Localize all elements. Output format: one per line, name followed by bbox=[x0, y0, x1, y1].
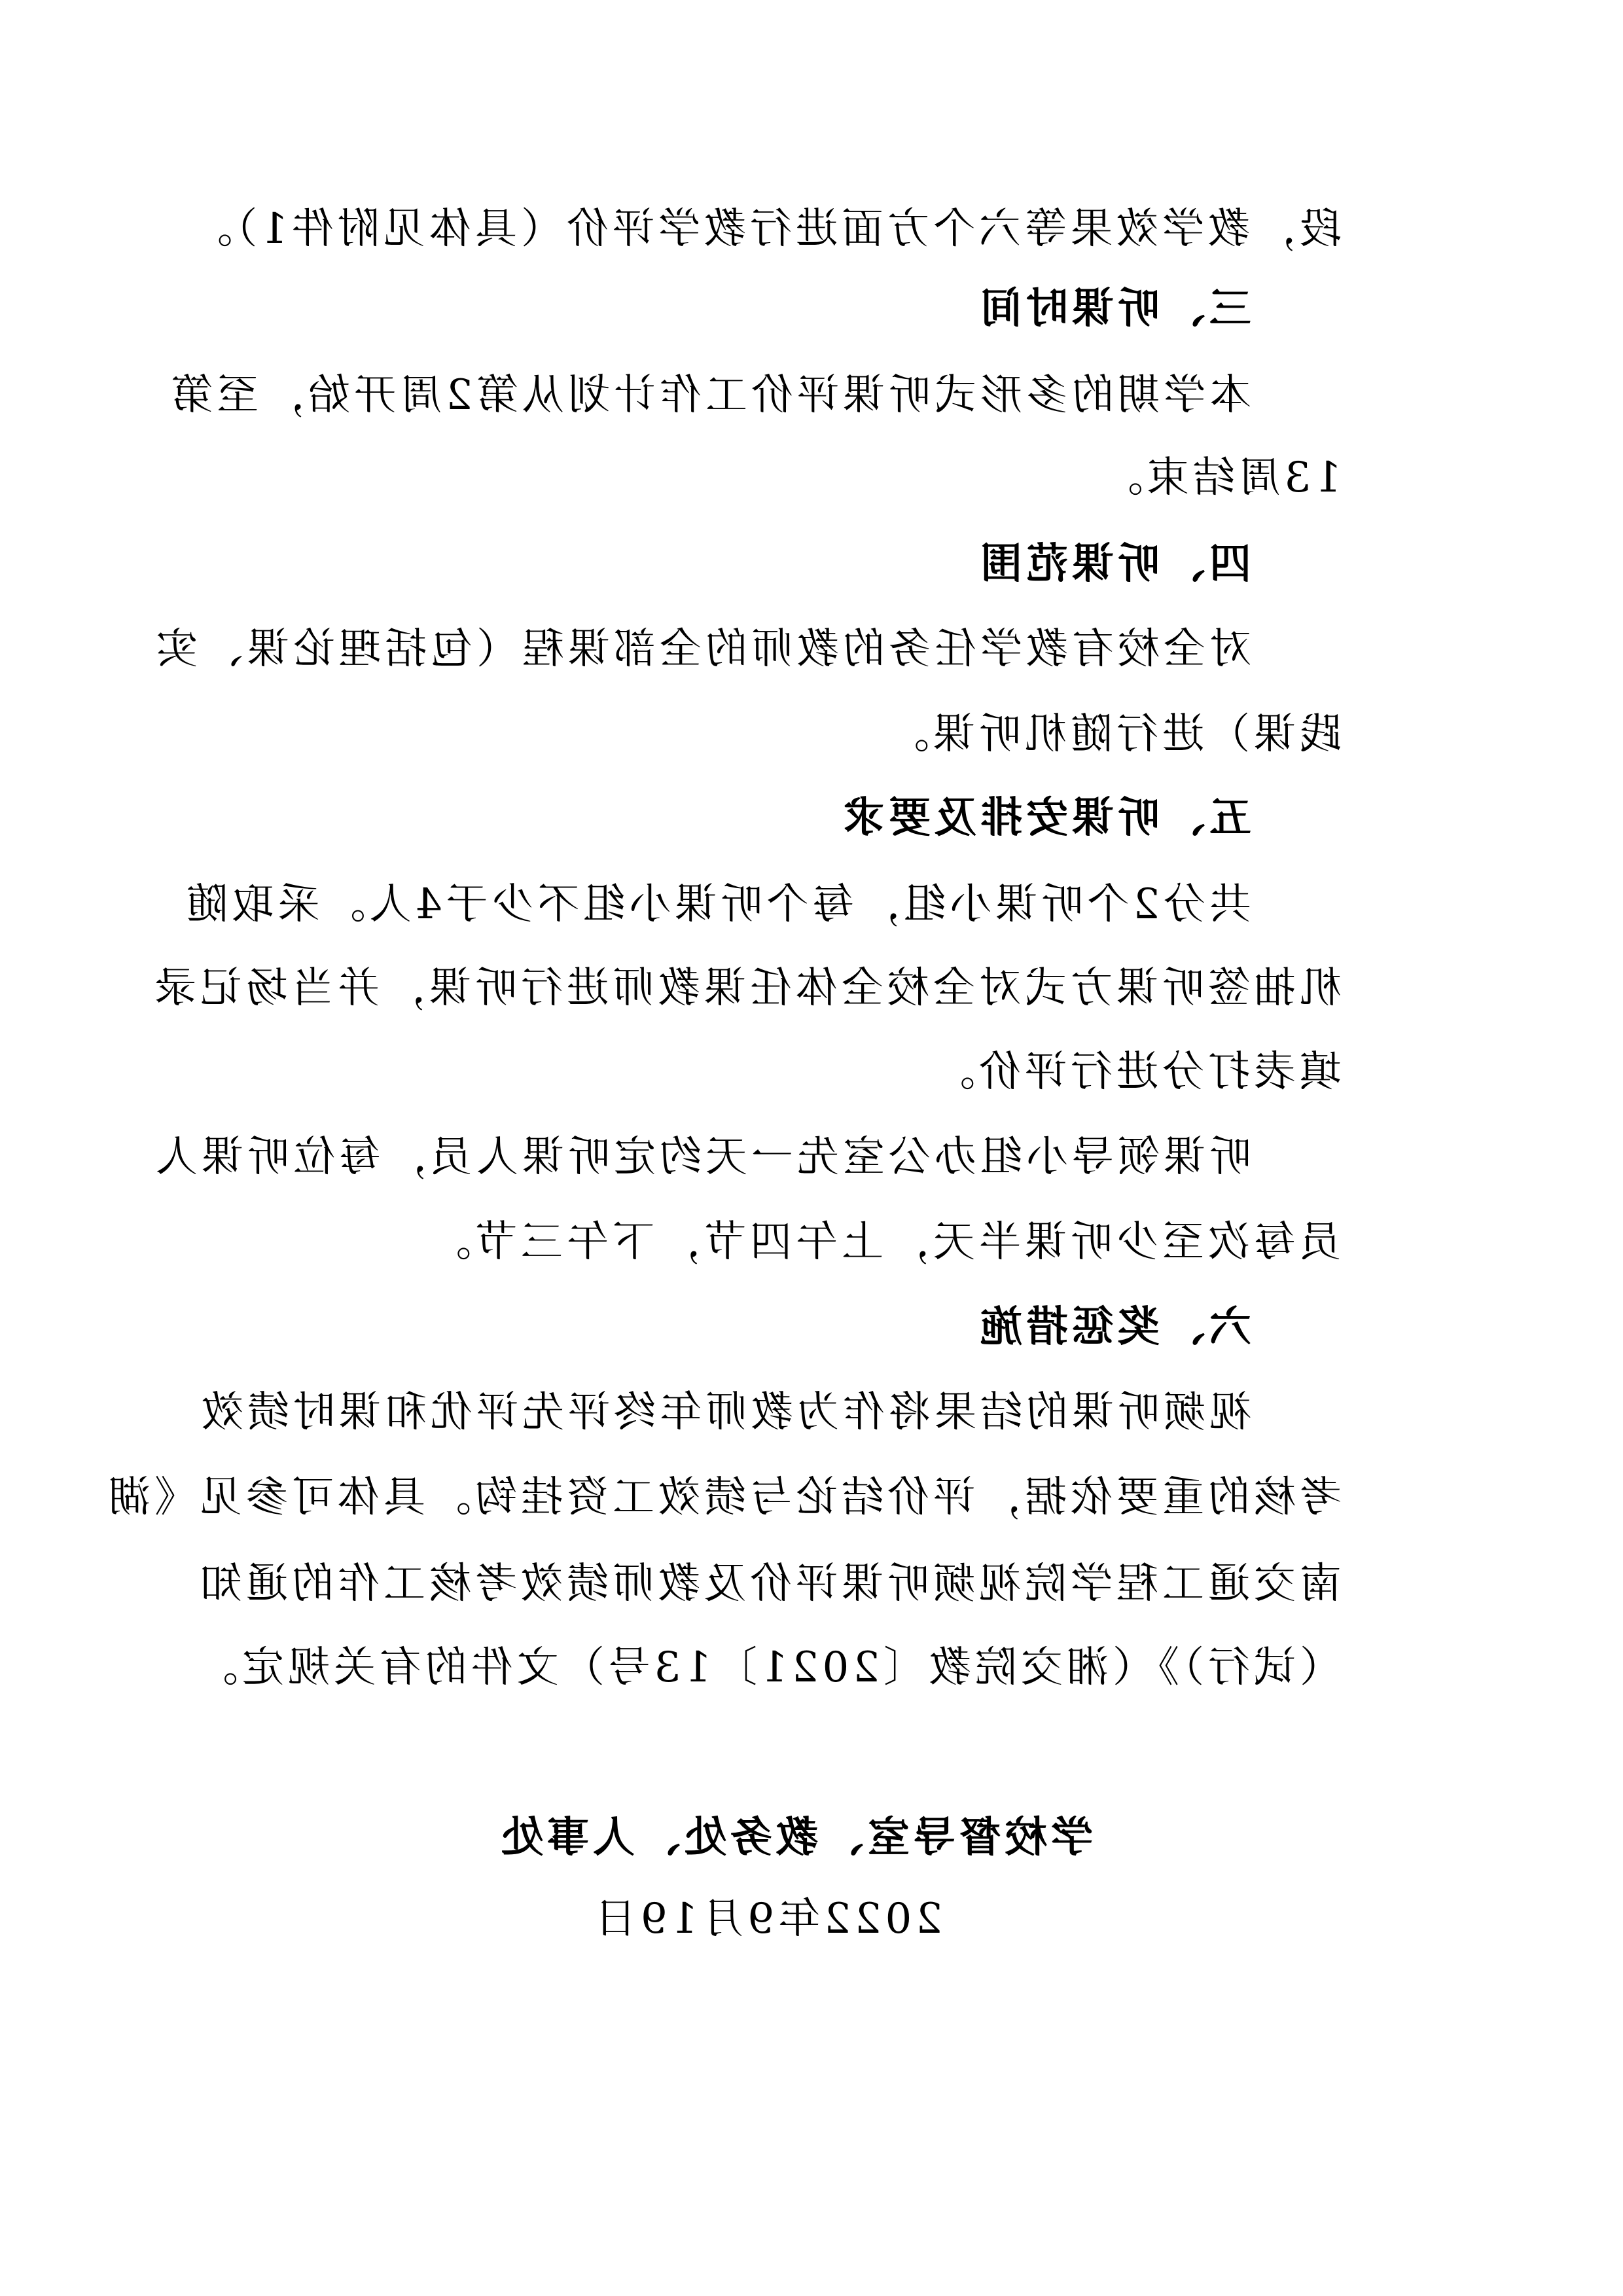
paragraph-line: （试行）》（湘交院教〔2021〕13号）文件的有关规定。 bbox=[192, 1643, 1342, 1692]
issuer-signature: 学校督导室、教务处、人事处 bbox=[497, 1813, 1093, 1862]
paragraph-line: 填表打分进行评价。 bbox=[929, 1048, 1342, 1096]
paragraph-line: 段，教学效果等六个方面进行教学评价（具体见附件1）。 bbox=[187, 205, 1342, 253]
paragraph-line: 机抽签听课方式对全校全体任课教师进行听课，并当场记录 bbox=[151, 964, 1342, 1013]
section-heading-arrangement: 五、听课安排及要求 bbox=[839, 793, 1251, 842]
paragraph-line: 视频听课的结果将作为教师年终评先评优和课时绩效 bbox=[198, 1388, 1251, 1437]
paragraph-line: 听课领导小组办公室先一天约定听课人员，每位听课人 bbox=[152, 1133, 1251, 1181]
section-heading-time: 三、听课时间 bbox=[976, 284, 1251, 333]
paragraph-line: 员每次至少听课半天，上午四节，下午三节。 bbox=[425, 1218, 1342, 1266]
paragraph-line: 践课）进行随机听课。 bbox=[883, 710, 1342, 759]
paragraph-line: 对全校有教学任务的教师的全部课程（包括理论课、实 bbox=[152, 625, 1251, 673]
section-heading-rewards: 六、奖惩措施 bbox=[976, 1302, 1251, 1352]
paragraph-line: 考核的重要依据，评价结论与绩效工资挂钩。具体可参见《湖 bbox=[105, 1473, 1342, 1522]
paragraph-line: 共分2个听课小组，每个听课小组不少于4人。采取随 bbox=[182, 880, 1251, 929]
paragraph-line: 13周结束。 bbox=[1097, 454, 1342, 502]
paragraph-line: 南交通工程学院视频听课评价及教师绩效考核工作的通知 bbox=[196, 1560, 1342, 1608]
section-heading-scope: 四、听课范围 bbox=[976, 539, 1251, 588]
paragraph-line: 本学期的多形式听课评价工作计划从第2周开始，至第 bbox=[167, 371, 1251, 420]
issue-date: 2022年9月19日 bbox=[590, 1895, 942, 1943]
